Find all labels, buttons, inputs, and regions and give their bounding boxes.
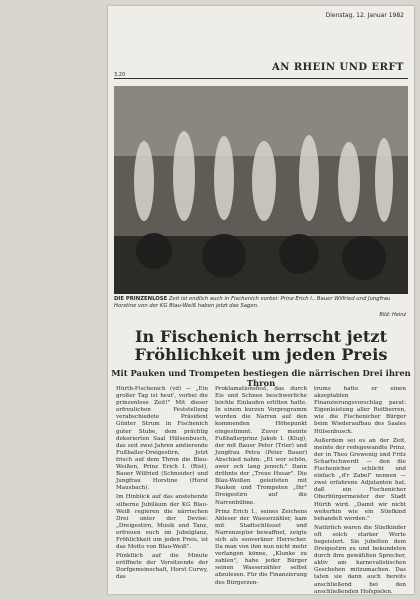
article-subheadline: Mit Pauken und Trompeten bestiegen die närrischen Drei ihren Thron bbox=[111, 368, 411, 388]
caption-text: Zeit ist endlich auch in Fischenich vorbei: Prinz Erich I., Bauer Wilfried und Jungfrau Horstine von der KG Blau-Weiß haben jetzt das Sagen. bbox=[114, 296, 391, 309]
issue-date: Dienstag, 12. Januar 1982 bbox=[325, 12, 404, 19]
prince-photo bbox=[114, 86, 408, 294]
caption-lead: DIE PRINZENLOSE bbox=[114, 296, 168, 302]
paragraph: Im Hinblick auf das anstehende silberne Jubiläum der KG Blau-Weiß regieren die närrischen Drei unter der Devise: „Dreigestirn, Musik und Tanz, erfreuen euch im Jubelglanz, Fröhlichkeit um jeden Preis, ist das Motto von Blau-Weiß". bbox=[116, 494, 208, 551]
paragraph: Proklamationsfest, das durch Eis und Schnee beschwerliche leichte Einlaufen erlitten hatte. In einem kurzen Vorprogramm wurden die Narren auf den kommenden Höhepunkt eingestimmt. Zuvor meinte Fußballerprinz Jakob I. (Klug), der mit Bauer Peter (Trier) und Jungfrau Petra (Peter Bauer) Abschied nahm: „Et wor schön, awer och lang jenoch." Dann dröhnte der „Treue Husar". Die Blau-Weißen geleiteten mit Pauken und Trompeten „Ihr" Dreigestirn auf die Narrenbühne. bbox=[215, 386, 307, 506]
article-column-1 bbox=[116, 386, 208, 584]
headline-line-2: Fröhlichkeit um jeden Preis bbox=[134, 345, 388, 364]
paragraph: Prinz Erich I., seines Zeichens Ableser der Wasserzähler, kam mit Stadtschlüssel und Narrenzepter bewaffnet, zeigte sich als souveräner Herrscher. Da man von ihm nun nicht mehr verlangen könne, „Klunke zu zahlen", habe jeder Bürger seinen Wasserzähler selbst abzulesen. Für die Finanzierung des Bürgerzen- bbox=[215, 508, 308, 586]
article-headline bbox=[108, 328, 414, 364]
article-column-2 bbox=[215, 386, 307, 589]
newspaper-clipping bbox=[108, 6, 414, 594]
paragraph: Hürth-Fischenich (vd) — „Ein großer Tag ist heut', vorbei die prinzenlose Zeit!" Mit dieser erfreulichen Feststellung verabschiedete Präsident Günter Strum in Fischenich guter Stube, dem prächtig dekorierten Saal Hülsenbusch, das seit zwei Jahren amtierende Fußballer-Dreigestirn. Jetzt frisch auf dem Thron die Blau-Weißen, Prinz Erich I. (Rist), Bauer Wilfried (Schneider) und Jungfrau Horstine (Horst Mausbach). bbox=[116, 386, 208, 492]
paragraph: Außerdem sei es an der Zeit, meinte der redegewandte Prinz, der in Theo Grewenig und Fritz Scharfschwerdt — den die Fischenicher schlicht und einfach „d'r Zabel" nennen — zwei erfahrene Adjutanten hat, daß ein Fischenicher Oberbürgermeister der Stadt Hürth wird. „Damit wir nicht weiterhin wie ein Stiefkind behandelt werden." bbox=[314, 437, 406, 522]
paragraph: trums hatte er einen akzeptablen Finanzierungsvorschlag parat: Eigenleistung aller Reitberren, wie die Fischenicher Bürger beim Wiederaufbau des Saales Hülsenbusch. bbox=[314, 386, 406, 435]
stage-photo-illustration bbox=[114, 86, 408, 294]
page-number: 3.20 bbox=[114, 72, 126, 78]
header-rule bbox=[114, 78, 408, 79]
paragraph: Natürlich waren die Stiefkinder oft solch starker Worte begeistert. Sie jubelten dem Dreigestirn zu und bekundeten durch ihre gewählten Sprecher, aktiv am karnevalistischen Geschehen mitzumachen. Das taten sie dann auch bereits anschließend bei den anschließenden Hofspielen. bbox=[314, 524, 406, 595]
paragraph: Pünktlich auf die Minute eröffnete der Vorsitzende der Dorfgemeinschaft, Horst Curwy, das bbox=[116, 553, 208, 581]
photo-credit: Bild: Heinz bbox=[379, 312, 406, 318]
article-column-3 bbox=[314, 386, 406, 598]
photo-caption bbox=[114, 296, 408, 309]
headline-line-1: In Fischenich herrscht jetzt bbox=[134, 327, 388, 346]
section-title: AN RHEIN UND ERFT bbox=[271, 62, 404, 73]
